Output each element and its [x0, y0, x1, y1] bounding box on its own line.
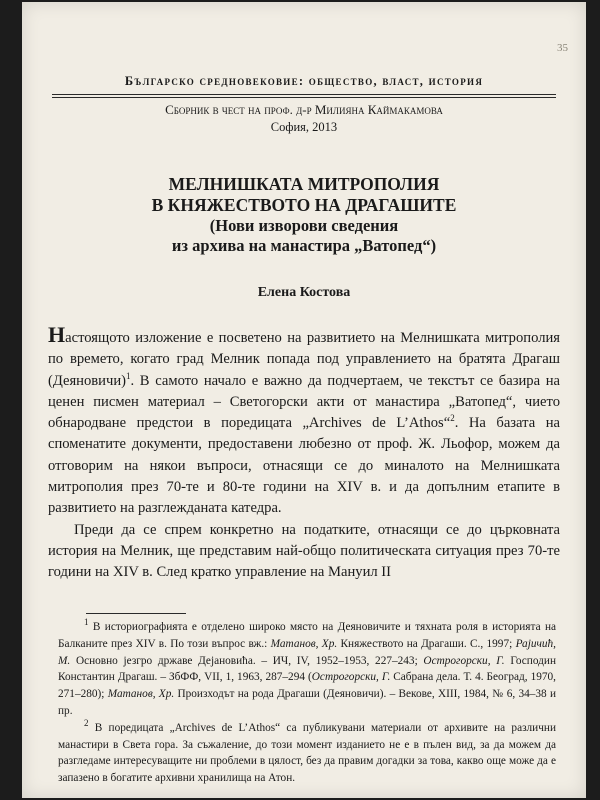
footnote-1-text: Господин Константин Драгаш. – ЗбФФ, VII, 1, 1963, 287–294 ( — [58, 654, 557, 684]
paragraph-1-text-b: . В самото начало е важно да подчертаем, че текстът се базира на ценен писмен материал – Светогорски акти от манастира „Ватопед“, чието обнародване предстои в поредицата „Archives de L’Athos“ — [48, 372, 560, 432]
footnote-1-text: Основно језгро државе Дејановића. – ИЧ, IV, 1952–1953, 227–243; — [70, 654, 424, 667]
footnote-1-text: Сабрана дела. Т. 4. Београд, 1970, 271–280); — [58, 671, 556, 701]
footnote-1 — [58, 619, 556, 720]
footnote-2-text: В поредицата „Archives de L’Athos“ са публикувани материали от архивите на различни манастири в Света гора. За съжаление, до този момент изданието не е в пълен вид, за да можем да разгледаме интересуващите ни проблеми в цялост, без да правим догадки за това, какво още може да е запазено в богатите архивни хранилища на Атон. — [58, 721, 557, 785]
citation-author: Острогорски, Г. — [311, 671, 391, 684]
author-name: Елена Костова — [257, 285, 351, 300]
footnotes — [58, 619, 556, 787]
paragraph-2: Преди да се спрем конкретно на податките, отнасящи се до църковната история на Мелник, ще представим най-общо политическата ситуация през 70-те години на XIV в. След кратко управление на Мануил II — [48, 521, 560, 581]
footnote-1-text: Произходът на рода Драгаши (Деяновичи). – Векове, XIII, 1984, № 6, 34–38 и пр. — [58, 688, 557, 717]
footnote-1-text: В историографията е отделено широко място на Деяновичите и тяхната роля в историята на Балканите през XIV в. По този въпрос вж.: — [58, 621, 557, 650]
paragraph-1-text-c: . На базата на споменатите документи, предоставени любезно от проф. Ж. Льофор, можем да отговорим на някои въпроси, отнасящи се до миналото на Мелнишката митрополия през 70-те и 80-те години на XIV в. и да допълним етапите в развитието на разглежданата катедра. — [48, 415, 560, 517]
footnote-1-number: 1 — [84, 617, 89, 628]
footnote-ref-2[interactable]: 2 — [450, 413, 455, 424]
header-rule-top — [52, 94, 556, 95]
footnote-ref-1[interactable]: 1 — [126, 370, 131, 381]
festschrift-line: Сборник в чест на проф. д-р Милияна Каймакамова — [165, 102, 443, 117]
article-subtitle — [54, 216, 554, 256]
footnote-1-text: Княжеството на Драгаши. С., 1997; — [337, 637, 516, 650]
citation-author: Острогорски, Г. — [423, 654, 505, 667]
header-rule-bottom — [52, 97, 556, 98]
title-line-1: МЕЛНИШКАТА МИТРОПОЛИЯ — [168, 174, 440, 194]
subtitle-line-1: (Нови изворови сведения — [209, 216, 399, 235]
article-body — [48, 322, 560, 584]
footnote-separator — [86, 613, 186, 614]
place-year: София, 2013 — [270, 120, 338, 134]
citation-author: Матанов, Хр. — [107, 688, 175, 701]
series-title: Българско средновековие: общество, власт, история — [124, 74, 484, 88]
title-line-2: В КНЯЖЕСТВОТО НА ДРАГАШИТЕ — [151, 195, 457, 215]
footnote-2 — [58, 720, 556, 787]
citation-author: Матанов, Хр. — [270, 637, 338, 650]
footnote-2-number: 2 — [84, 718, 89, 729]
citation-author: Рајичић, М. — [58, 637, 556, 667]
book-page — [22, 2, 586, 798]
subtitle-line-2: из архива на манастира „Ватопед“) — [171, 236, 437, 255]
drop-cap: Н — [48, 322, 66, 347]
paragraph-1 — [48, 322, 560, 520]
article-title — [54, 174, 554, 216]
page-number: 35 — [557, 42, 568, 54]
paragraph-1-text-a: астоящото изложение е посветено на развитието на Мелнишката митрополия по времето, когато град Мелник попада под управлението на братята Драгаш (Деяновичи) — [48, 330, 560, 389]
